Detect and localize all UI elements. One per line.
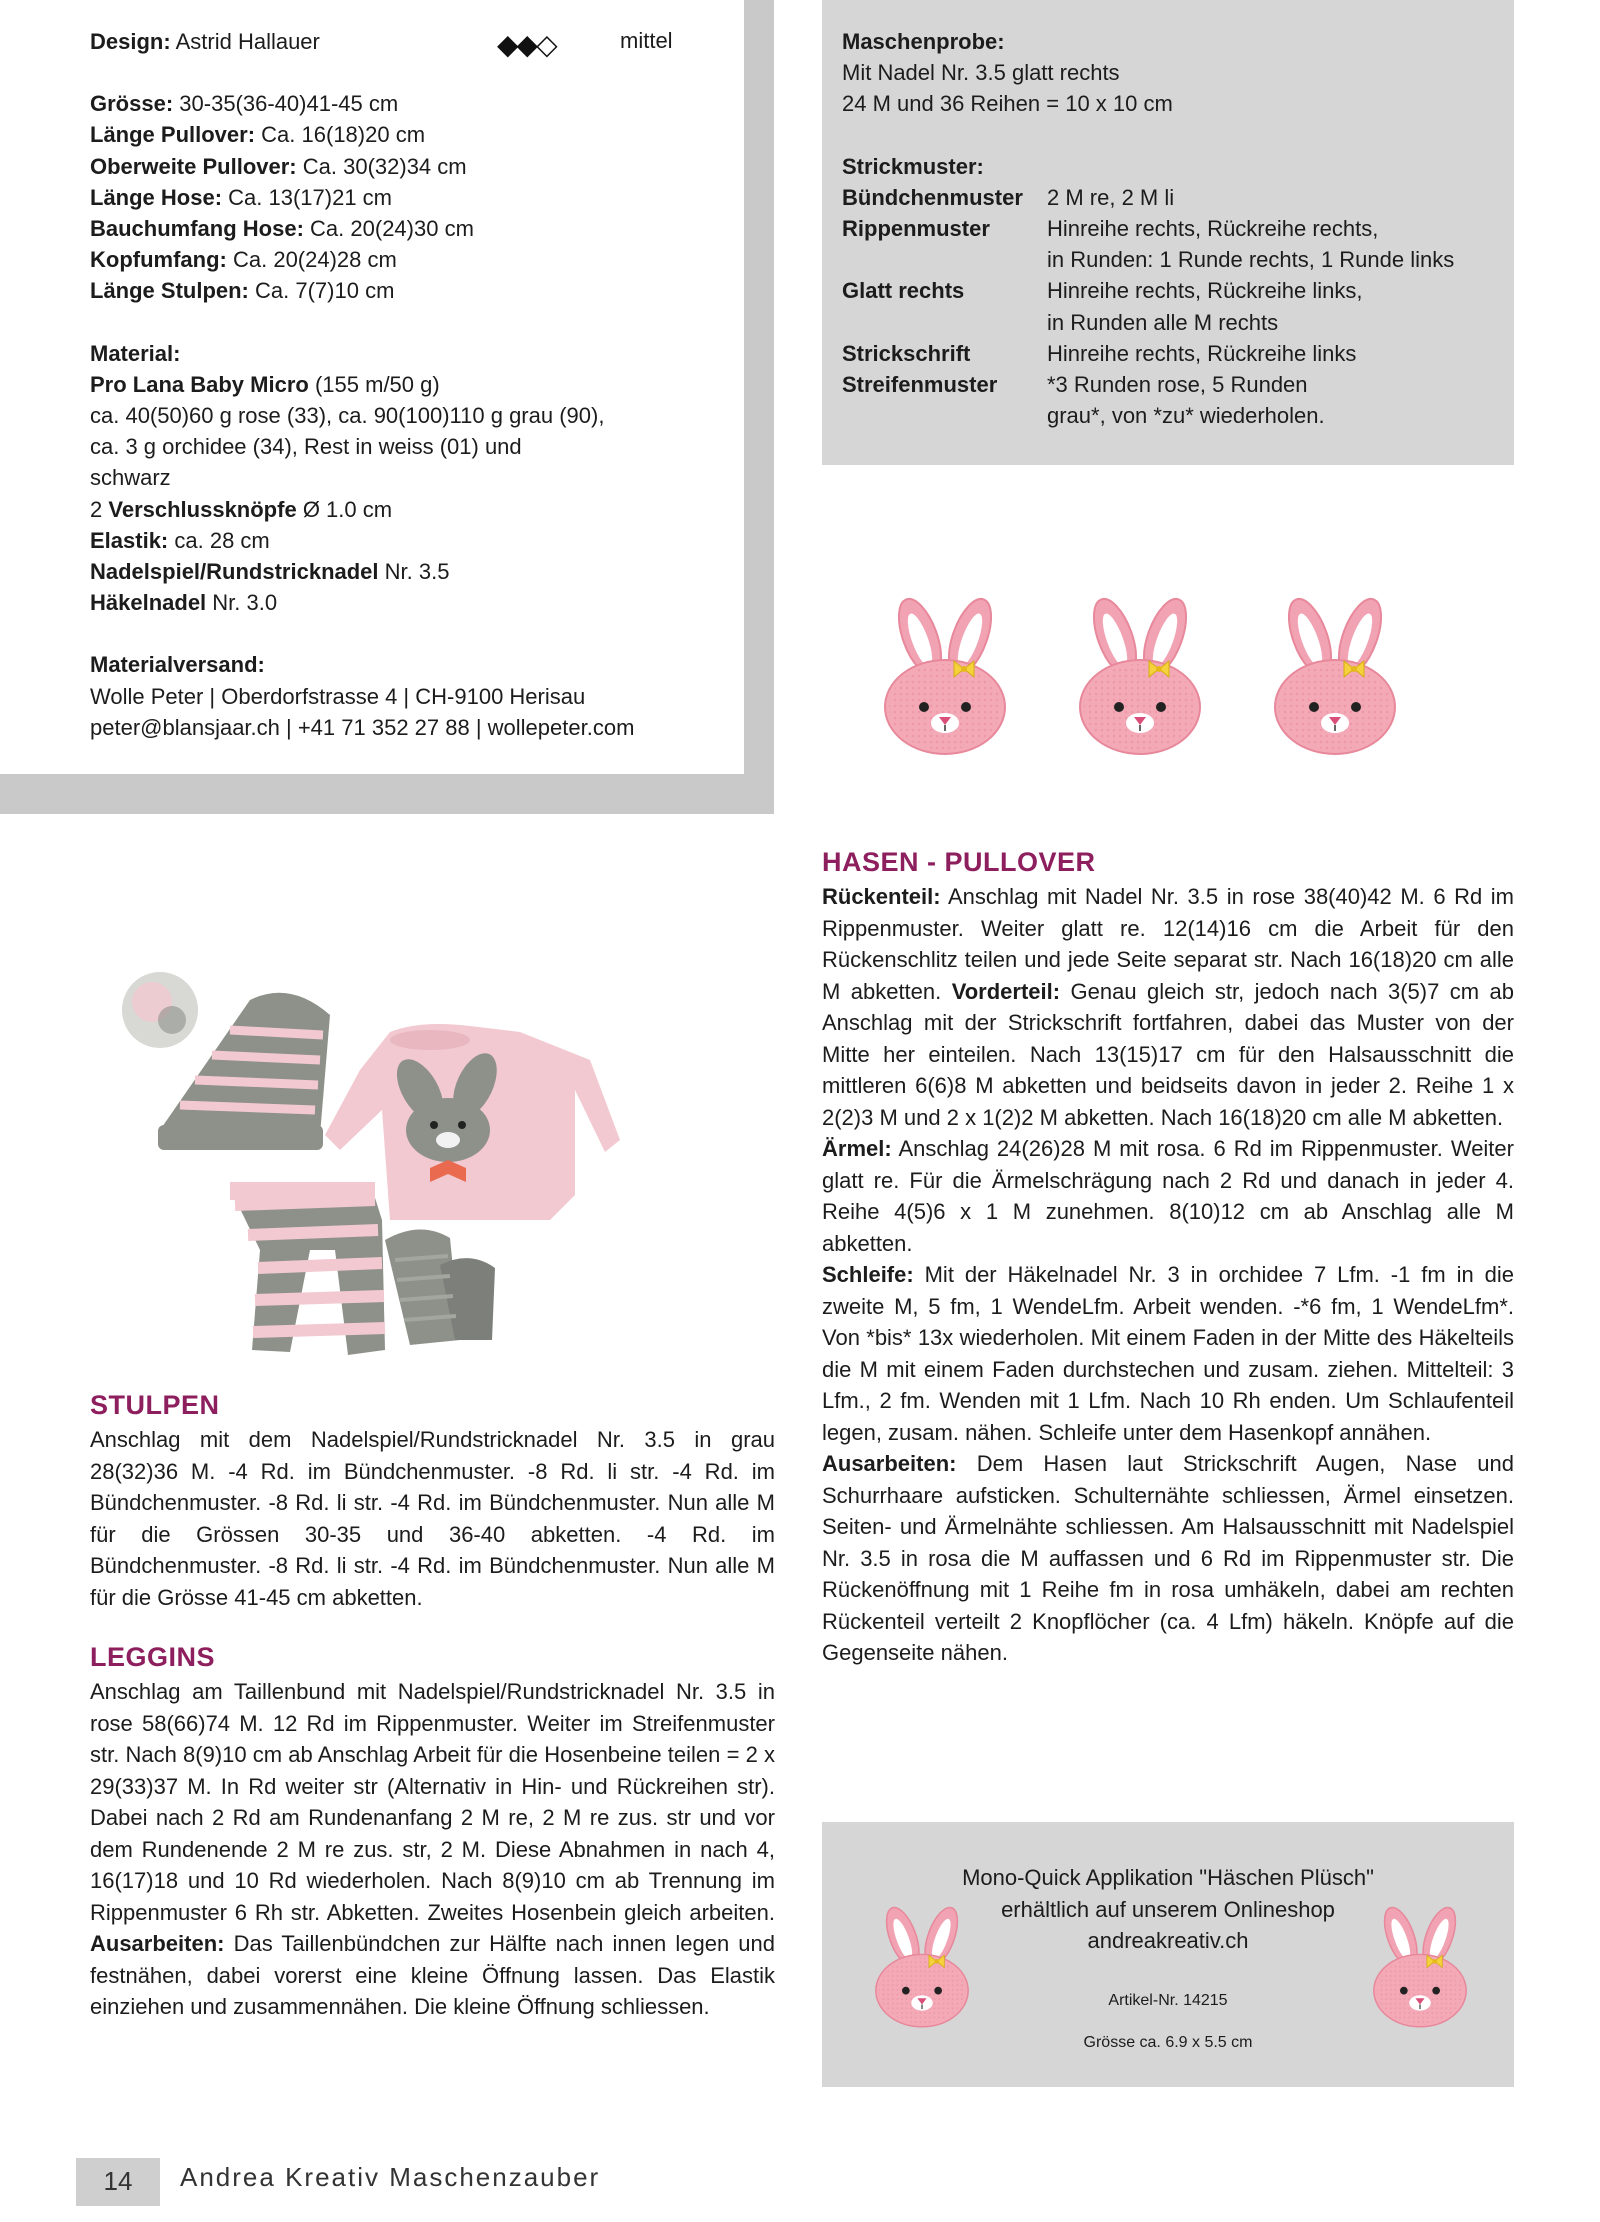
buttons-line: 2 Verschlussknöpfe Ø 1.0 cm: [90, 496, 393, 522]
size-line: Grösse: 30-35(36-40)41-45 cm: [90, 91, 399, 117]
pattern-desc: in Runden: 1 Runde rechts, 1 Runde links: [1047, 247, 1455, 273]
bunny-patch-image: [1270, 595, 1400, 755]
crochet-line: Häkelnadel Nr. 3.0: [90, 590, 278, 616]
pattern-desc: grau*, von *zu* wiederholen.: [1047, 403, 1325, 429]
shipping-contact: peter@blansjaar.ch | +41 71 352 27 88 | wollepeter.com: [90, 714, 635, 740]
material-heading: Material:: [90, 340, 181, 366]
leggins-text: Anschlag am Taillenbund mit Nadelspiel/Rundstricknadel Nr. 3.5 in rose 58(66)74 M. 12 Rd im Rippenmuster. Weiter im Streifenmuster str. Nach 8(9)10 cm ab Anschlag Arbeit für die Hosenbeine teilen = 2 x 29(33)37 M. In Rd weiter str (Alternativ in Hin- und Rückreihen str). Dabei nach 2 Rd am Rundenanfang 2 M re, 2 M re zus. str und vor dem Rundenende 2 M re zus. str, 2 M. Diese Abnahmen in nach 4, 16(17)18 und 10 Rd wiederholen. Nach 8(9)10 cm ab Trennung im Rippenmuster 6 Rh str. Abketten. Zweites Hosenbein gleich arbeiten. Ausarbeiten: Das Taillenbündchen zur Hälfte nach innen legen und festnähen, dabei vorerst eine kleine Öffnung lassen. Das Elastik einziehen und zusammennähen. Die kleine Öffnung schliessen.: [90, 1679, 775, 2019]
pullover-heading: HASEN - PULLOVER: [822, 847, 1096, 877]
size-line: Länge Stulpen: Ca. 7(7)10 cm: [90, 278, 395, 304]
gauge-content: [842, 26, 1502, 431]
gauge-line: 24 M und 36 Reihen = 10 x 10 cm: [842, 91, 1173, 117]
shop-line: Mono-Quick Applikation "Häschen Plüsch": [962, 1865, 1374, 1890]
difficulty-rating: ◆◆◇: [497, 29, 556, 60]
shipping-heading: Materialversand:: [90, 652, 265, 678]
gauge-line: Mit Nadel Nr. 3.5 glatt rechts: [842, 60, 1120, 86]
pattern-name: Streifenmuster: [842, 372, 998, 398]
pattern-desc: in Runden alle M rechts: [1047, 309, 1279, 335]
shop-box: [822, 1822, 1514, 2087]
shop-url: andreakreativ.ch: [1087, 1928, 1249, 1953]
pattern-desc: 2 M re, 2 M li: [1047, 184, 1175, 210]
pullover-text: Rückenteil: Anschlag mit Nadel Nr. 3.5 in rose 38(40)42 M. 6 Rd im Rippenmuster. Weiter glatt re. 12(14)16 cm die Arbeit für den Rückenschlitz teilen und jede Seite separat str. Nach 16(18)20 cm alle M abketten. Vorderteil: Genau gleich str, jedoch nach 3(5)7 cm ab Anschlag mit der Strickschrift fortfahren, dabei das Muster von der Mitte her einteilen. Nach 13(15)17 cm für den Halsausschnitt die mittleren 6(6)8 M abketten und beidseits davon in jeder 2. Reihe 1 x 2(2)3 M und 2 x 1(2)2 M abketten. Nach 16(18)20 cm alle M abketten. Ärmel: Anschlag 24(26)28 M mit rosa. 6 Rd im Rippenmuster. Weiter glatt re. Für die Ärmelschrägung nach 2 Rd und danach in jeder 4. Reihe 4(5)6 x 1 M zunehmen. 8(10)12 cm ab Anschlag alle M abketten. Schleife: Mit der Häkelnadel Nr. 3 in orchidee 7 Lfm. -1 fm in die zweite M, 5 fm, 1 WendeLfm. Arbeit wenden. -*6 fm, 1 WendeLfm*. Von *bis* 13x wiederholen. Mit einem Faden in der Mitte des Häkelteils die M mit einem Faden durchstechen und zusam. ziehen. Mittelteil: 3 Lfm., 2 fm. Wenden mit 1 Lfm. Nach 10 Rh enden. Um Schlaufenteil legen, zusam. nähen. Schleife unter dem Hasenkopf annähen. Ausarbeiten: Dem Hasen laut Strickschrift Augen, Nase und Schurrhaare aufsticken. Schulternähte schliessen, Ärmel einsetzen. Seiten- und Ärmelnähte schliessen. Am Halsausschnitt mit Nadelspiel Nr. 3.5 in rosa die M auffassen und 6 Rd im Rippenmuster str. Die Rückenöffnung mit 1 Reihe fm in rosa umhäkeln, dabei am rechten Rückenteil verteilt 2 Knopflöcher (ca. 4 Lfm) häkeln. Knöpfe auf die Gegenseite nähen.: [822, 884, 1514, 1665]
stulpen-heading: STULPEN: [90, 1390, 220, 1420]
shipping-address: Wolle Peter | Oberdorfstrasse 4 | CH-9100 Herisau: [90, 683, 586, 709]
pattern-desc: Hinreihe rechts, Rückreihe links: [1047, 340, 1357, 366]
stulpen-text: Anschlag mit dem Nadelspiel/Rundstricknadel Nr. 3.5 in grau 28(32)36 M. -4 Rd. im Bündchenmuster. -8 Rd. li str. -4 Rd. im Bündchenmuster. -8 Rd. li str. -4 Rd. im Bündchenmuster. Nun alle M für die Grössen 30-35 und 36-40 abketten. -4 Rd. im Bündchenmuster. -8 Rd. li str. -4 Rd. im Bündchenmuster. Nun alle M für die Grösse 41-45 cm abketten.: [90, 1427, 775, 1610]
material-line: ca. 40(50)60 g rose (33), ca. 90(100)110 g grau (90),: [90, 403, 605, 429]
patterns-table: [842, 182, 1502, 432]
designer-label: Design:: [90, 29, 171, 54]
legwarmers-image: [385, 1229, 495, 1345]
material-line: schwarz: [90, 465, 171, 491]
size-line: Bauchumfang Hose: Ca. 20(24)30 cm: [90, 216, 474, 242]
shop-line: erhältlich auf unserem Onlineshop: [1001, 1896, 1335, 1922]
difficulty-level: mittel: [620, 28, 673, 53]
pattern-name: Glatt rechts: [842, 278, 965, 304]
size-line: Länge Hose: Ca. 13(17)21 cm: [90, 184, 393, 210]
bunny-patch-image: [1075, 595, 1205, 755]
material-line: ca. 3 g orchidee (34), Rest in weiss (01) und: [90, 434, 522, 460]
leggings-image: [230, 1182, 385, 1355]
info-block: [90, 26, 730, 743]
publication-title: Andrea Kreativ Maschenzauber: [180, 2162, 601, 2192]
bunny-patch-image: [1370, 1904, 1470, 2028]
pattern-desc: Hinreihe rechts, Rückreihe rechts,: [1047, 216, 1379, 242]
pattern-name: Strickschrift: [842, 340, 971, 366]
yarn-line: Pro Lana Baby Micro (155 m/50 g): [90, 371, 440, 397]
bunny-patch-image: [872, 1904, 972, 2028]
patch-size: Grösse ca. 6.9 x 5.5 cm: [1083, 2034, 1253, 2051]
patterns-heading: Strickmuster:: [842, 153, 984, 179]
needle-line: Nadelspiel/Rundstricknadel Nr. 3.5: [90, 559, 450, 585]
size-line: Länge Pullover: Ca. 16(18)20 cm: [90, 122, 426, 148]
leggins-heading: LEGGINS: [90, 1642, 216, 1672]
frame-right-edge: [744, 0, 774, 814]
gauge-box: [822, 0, 1514, 465]
page-number: 14: [103, 2166, 133, 2196]
designer-value: Astrid Hallauer: [175, 29, 320, 54]
pattern-name: Bündchenmuster: [842, 184, 1023, 210]
gauge-heading: Maschenprobe:: [842, 29, 1005, 54]
outfit-photo: [120, 920, 690, 1380]
bunny-patch-image: [880, 595, 1010, 755]
article-number: Artikel-Nr. 14215: [1108, 1992, 1228, 2009]
hat-image: [122, 972, 330, 1150]
size-line: Kopfumfang: Ca. 20(24)28 cm: [90, 247, 397, 273]
frame-bottom-edge: [0, 774, 774, 814]
designer-line: [90, 26, 730, 57]
elastic-line: Elastik: ca. 28 cm: [90, 527, 270, 553]
pattern-desc: Hinreihe rechts, Rückreihe links,: [1047, 278, 1363, 304]
pattern-name: Rippenmuster: [842, 216, 990, 242]
size-line: Oberweite Pullover: Ca. 30(32)34 cm: [90, 153, 467, 179]
pattern-desc: *3 Runden rose, 5 Runden: [1047, 372, 1308, 398]
